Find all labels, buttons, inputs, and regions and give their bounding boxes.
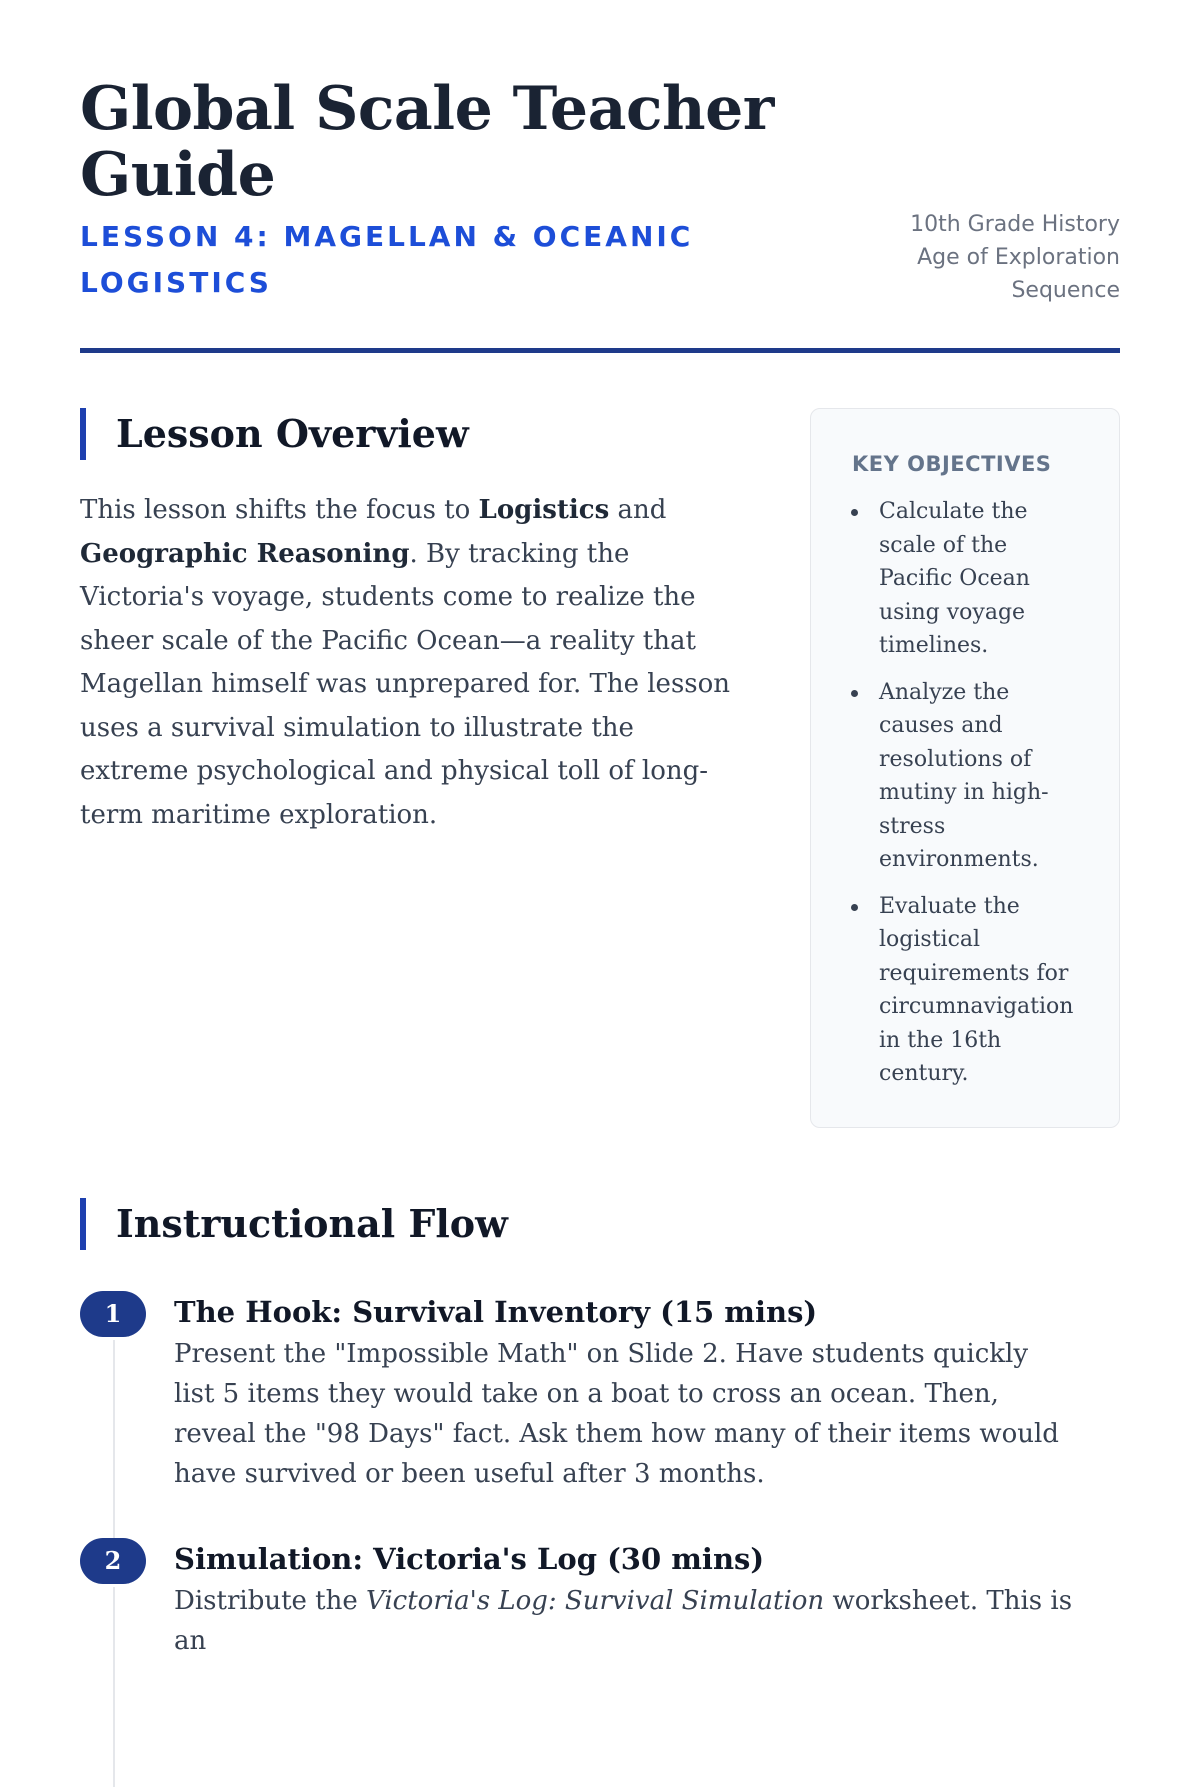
overview-and: and xyxy=(617,495,667,525)
step-description xyxy=(174,1581,1074,1661)
step-body-pre: Distribute the xyxy=(174,1586,358,1616)
step-connector xyxy=(113,1587,115,1787)
overview-body: . By tracking the Victoria's voyage, students come to realize the sheer scale of the Pacific Ocean—a reality that Magellan himself was unprepared for. The lesson uses a survival simulation to illustrate the extreme psychological and physical toll of long-term maritime exploration. xyxy=(80,538,731,830)
worksheet-title: Victoria's Log: Survival Simulation xyxy=(366,1586,825,1616)
lesson-subtitle: LESSON 4: MAGELLAN & OCEANIC LOGISTICS xyxy=(80,220,694,299)
header-divider xyxy=(80,348,1120,353)
overview-heading: Lesson Overview xyxy=(80,408,469,460)
objective-item: Calculate the scale of the Pacific Ocean using voyage timelines. xyxy=(879,495,1079,663)
step-body-post: worksheet. This is an xyxy=(174,1586,1073,1656)
page-title: Global Scale Teacher Guide xyxy=(80,74,774,210)
overview-paragraph xyxy=(80,489,750,837)
objective-item: Analyze the causes and resolutions of mutiny in high-stress environments. xyxy=(879,676,1079,877)
objectives-title: KEY OBJECTIVES xyxy=(852,452,1052,476)
teacher-guide-page xyxy=(80,0,1120,1656)
step-number-badge: 1 xyxy=(80,1291,146,1337)
step-title: The Hook: Survival Inventory (15 mins) xyxy=(174,1295,818,1329)
overview-intro: This lesson shifts the focus to xyxy=(80,495,471,525)
course-meta xyxy=(860,208,1120,307)
meta-grade: 10th Grade History xyxy=(910,212,1120,237)
step-number-badge: 2 xyxy=(80,1538,146,1584)
meta-sequence: Sequence xyxy=(1011,278,1120,303)
guide-header xyxy=(80,76,1120,352)
objective-item: Evaluate the logistical requirements for circumnavigation in the 16th century. xyxy=(879,890,1079,1091)
overview-term-logistics: Logistics xyxy=(478,495,610,525)
step-title: Simulation: Victoria's Log (30 mins) xyxy=(174,1542,765,1576)
key-objectives-card xyxy=(810,408,1120,1128)
objectives-list xyxy=(879,495,1079,1104)
step-connector xyxy=(113,1340,115,1540)
instructional-flow-heading: Instructional Flow xyxy=(80,1198,508,1250)
overview-term-geographic-reasoning: Geographic Reasoning xyxy=(80,538,410,569)
meta-unit: Age of Exploration xyxy=(917,245,1120,270)
step-description: Present the "Impossible Math" on Slide 2. Have students quickly list 5 items they would take on a boat to cross an ocean. Then, reveal the "98 Days" fact. Ask them how many of their items would have survived or been useful after 3 months. xyxy=(174,1339,1059,1489)
